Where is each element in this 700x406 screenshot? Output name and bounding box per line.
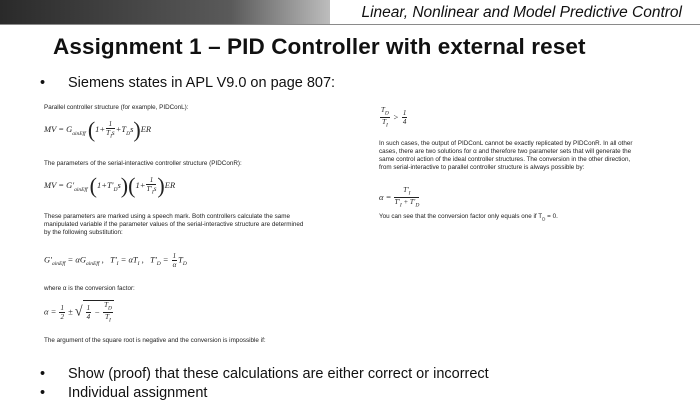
- speech-mark-note: [44, 213, 303, 237]
- equation-substitution: $G'_{ainEff} = \alpha G_{ainEff}$ , $T'_I = \alpha T_I$ , $T'_D$ = $\frac{1}{\alpha}$ $T_D$: [44, 252, 187, 269]
- header-gradient: [0, 0, 330, 24]
- cases-line: same control action of the ideal controller structures. The conversion in the other direction,: [379, 156, 631, 163]
- slide-title: Assignment 1 – PID Controller with external reset: [53, 34, 586, 59]
- parallel-label: Parallel controller structure (for example, PIDConL):: [44, 104, 189, 111]
- negative-label: The argument of the square root is negative and the conversion is impossible if:: [44, 337, 266, 344]
- td-note-text: You can see that the conversion factor only equals one if T: [379, 213, 543, 220]
- cases-line: In such cases, the output of PIDConL cannot be exactly replicated by PIDConR. In all other: [379, 140, 633, 147]
- td-note: [379, 213, 558, 223]
- bullet-text: Show (proof) that these calculations are either correct or incorrect: [68, 366, 489, 382]
- td-note-tail: = 0.: [545, 213, 558, 220]
- bullet-text: Individual assignment: [68, 385, 208, 401]
- bullet-text: Siemens states in APL V9.0 on page 807:: [68, 75, 336, 91]
- td-subscript: D: [542, 216, 546, 222]
- bullet-dot: •: [40, 385, 46, 401]
- serial-label: The parameters of the serial-interactive controller structure (PIDConR):: [44, 160, 242, 167]
- equation-reverse: α = $\frac{T'_I}{T'_I + T'_D}$: [379, 186, 420, 209]
- note-line: manipulated variable if the parameter values of the serial-interactive structure are determined: [44, 221, 304, 228]
- cases-line: cases, there are two solutions for α and therefore two parameter sets that will generate the: [379, 148, 632, 155]
- equation-alpha: α = $\frac{1}{2}$ ± √ $\frac{1}{4}$ − $\frac{T_D}{T_I}$: [44, 301, 112, 324]
- equation-serial: MV = $G'_{ainEff}$ $(1+T'_Ds)(1+$ $\frac{1}{T'_Is}$ )ER: [44, 173, 176, 199]
- note-line: by the following substitution:: [44, 229, 123, 236]
- conversion-label: where α is the conversion factor:: [44, 285, 135, 292]
- header-rule: [0, 24, 700, 25]
- cases-note: [379, 140, 633, 172]
- equation-condition: $\frac{T_D}{T_I}$ > $\frac{1}{4}$: [381, 106, 407, 129]
- bullet-dot: •: [40, 75, 46, 91]
- equation-parallel: MV = $G_{ainEff}$ (1+ $\frac{1}{T_Is}$ $+T_Ds)ER$: [44, 117, 152, 143]
- bullet-dot: •: [40, 366, 46, 382]
- course-title: Linear, Nonlinear and Model Predictive Control: [361, 4, 682, 21]
- cases-line: from serial-interactive to parallel controller structure is always possible by:: [379, 164, 585, 171]
- note-line: These parameters are marked using a speech mark. Both controllers calculate the same: [44, 213, 291, 220]
